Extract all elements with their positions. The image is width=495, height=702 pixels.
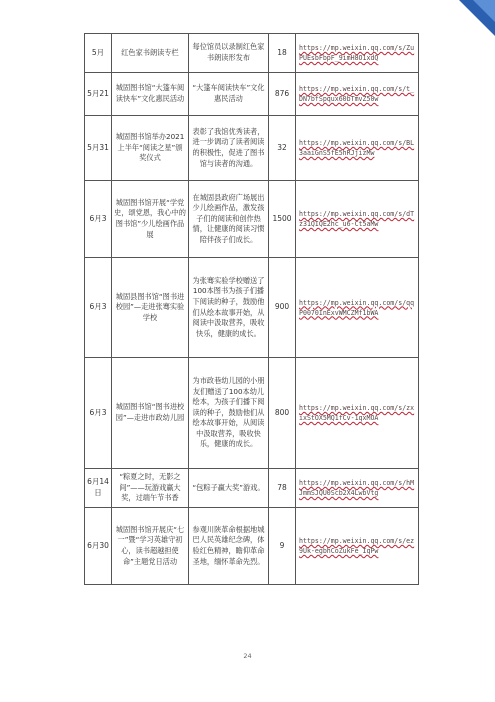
row-activity: 红色家书朗读专栏 [112, 34, 189, 73]
row-date: 6月3 [85, 258, 112, 358]
row-views: 800 [269, 358, 296, 469]
table-row [85, 358, 419, 469]
row-link[interactable]: https://mp.weixin.qq.com/s/hMJmmSJQU0Scb2X4LwbVtg [299, 479, 415, 497]
row-date: 5月21 [85, 73, 112, 116]
row-description: 为市政巷幼儿园的小朋友们赠送了100本幼儿绘本，为孩子们播下阅读的种子，鼓励他们从绘本故事开始，从阅读中汲取营养，吸收快乐，健康的成长。 [189, 358, 269, 469]
row-link[interactable]: https://mp.weixin.qq.com/s/dTz31QIQE2hc_u6-Ct5aMw [299, 210, 415, 228]
page-number: 24 [243, 652, 252, 660]
row-views: 9 [269, 508, 296, 585]
row-link[interactable]: https://mp.weixin.qq.com/s/ZuPUEsbFbpF_9imH8O1xdQ [299, 44, 415, 62]
activity-table-body [85, 34, 419, 585]
table-row [85, 116, 419, 181]
row-views: 32 [269, 116, 296, 181]
row-activity: 城固图书馆开展“学党史，颂党恩，我心中的图书馆”少儿绘画作品展 [112, 181, 189, 258]
row-views: 900 [269, 258, 296, 358]
row-link[interactable]: https://mp.weixin.qq.com/s/ez9Uk-egbhCoZukFe_IqPw [299, 537, 415, 555]
row-description: 每位馆员以录制红色家书朗读形发布 [189, 34, 269, 73]
table-row [85, 258, 419, 358]
row-link-cell [296, 258, 419, 358]
row-description: 表彰了我馆优秀读者，进一步调动了读者阅读的积极性，促进了图书馆与读者的沟通。 [189, 116, 269, 181]
row-link-cell [296, 358, 419, 469]
row-views: 78 [269, 469, 296, 508]
row-date: 6月30 [85, 508, 112, 585]
row-activity: 城固图书馆“图书进校园”—走进市政幼儿园 [112, 358, 189, 469]
row-description: 参观川陕革命根据地城巴人民英雄纪念碑，体验红色精神，瞻仰革命圣地，缅怀革命先烈。 [189, 508, 269, 585]
row-description: 在城固县政府广场展出少儿绘画作品，激发孩子们的阅读和创作热情，让健康的阅读习惯陪伴孩子们成长。 [189, 181, 269, 258]
table-row [85, 73, 419, 116]
row-description: “包粽子赢大奖”游戏。 [189, 469, 269, 508]
row-description: “大篷车阅读快车”文化惠民活动 [189, 73, 269, 116]
row-link[interactable]: https://mp.weixin.qq.com/s/t_DN7bfSpqux60bTmvZ50w [299, 85, 415, 103]
row-date: 6月3 [85, 181, 112, 258]
row-activity: 城固县图书馆“图书进校园”—走进张骞实验学校 [112, 258, 189, 358]
corner-decoration-inner [473, 0, 495, 22]
row-date: 5月 [85, 34, 112, 73]
row-link[interactable]: https://mp.weixin.qq.com/s/qqP0070InExvWMCZMf1bWA [299, 298, 415, 317]
row-date: 6月14日 [85, 469, 112, 508]
activity-table-frame [84, 33, 419, 585]
row-activity: “粽夏之时，无影之间”——玩游戏赢大奖，过端午节书香 [112, 469, 189, 508]
row-views: 1500 [269, 181, 296, 258]
row-link-cell [296, 116, 419, 181]
row-link-cell [296, 508, 419, 585]
row-views: 18 [269, 34, 296, 73]
activity-table [84, 33, 419, 585]
table-row [85, 469, 419, 508]
row-link[interactable]: https://mp.weixin.qq.com/s/BL3aaiGnS5fE5hRJjizMw [299, 139, 415, 157]
row-views: 876 [269, 73, 296, 116]
table-row [85, 508, 419, 585]
row-link-cell [296, 73, 419, 116]
table-row [85, 181, 419, 258]
table-row [85, 34, 419, 73]
row-activity: 城固图书馆“大篷车阅读快车”文化惠民活动 [112, 73, 189, 116]
row-description: 为张骞实验学校赠送了100本图书为孩子们播下阅读的种子，鼓励他们从绘本故事开始，从阅读中汲取营养，吸收快乐，健康的成长。 [189, 258, 269, 358]
row-link-cell [296, 181, 419, 258]
row-link-cell [296, 34, 419, 73]
row-activity: 城固图书馆举办2021上半年“阅读之星”颁奖仪式 [112, 116, 189, 181]
row-link[interactable]: https://mp.weixin.qq.com/s/zxixStOX5MQ1fCv-1qxMOA [299, 404, 415, 422]
row-date: 6月3 [85, 358, 112, 469]
row-date: 5月31 [85, 116, 112, 181]
row-link-cell [296, 469, 419, 508]
row-activity: 城固图书馆开展庆“七一”暨“学习英雄守初心，读书超越担使命”主题党日活动 [112, 508, 189, 585]
